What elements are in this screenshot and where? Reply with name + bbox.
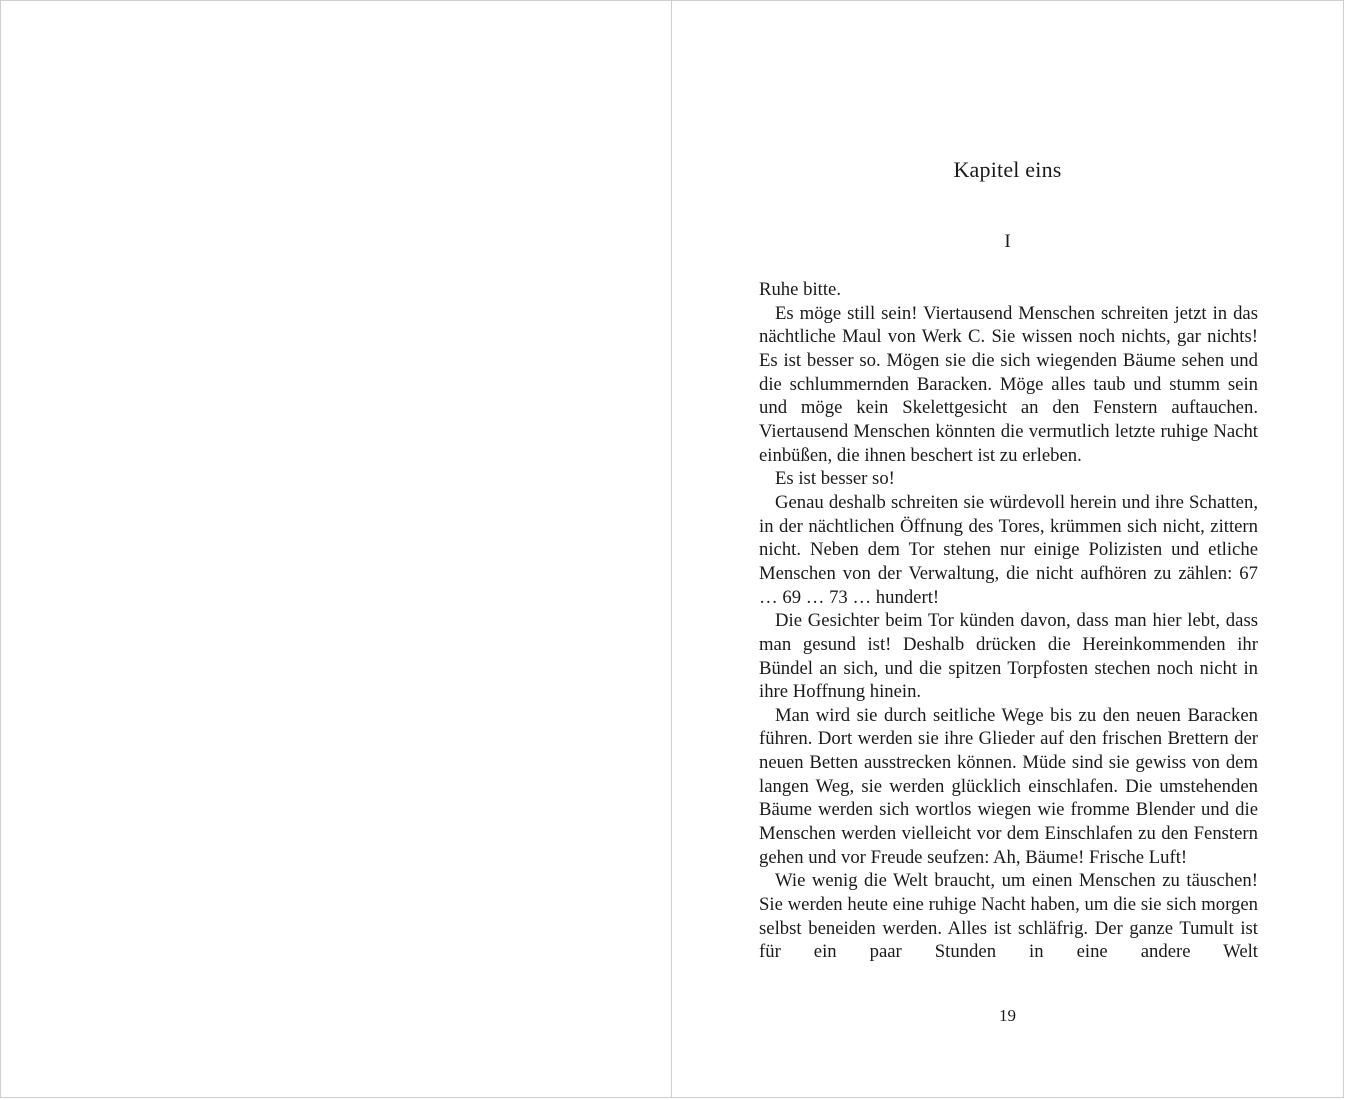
section-numeral: I	[1004, 231, 1011, 252]
paragraph: Es ist besser so!	[775, 468, 895, 490]
chapter-title: Kapitel eins	[953, 157, 1062, 182]
paragraph: Ruhe bitte.	[759, 279, 842, 300]
left-page	[0, 0, 672, 1098]
right-page	[671, 0, 1344, 1098]
page-number: 19	[999, 1006, 1016, 1025]
paragraph: Es möge still sein! Viertausend Menschen schreiten jetzt in das nächtliche Maul von Werk C. Sie wissen noch nichts, gar nichts! Es ist besser so. Mögen sie die sich wiegenden Bäume sehen und die schlummernden Baracken. Möge alles taub und stumm sein und möge kein Skelettgesicht an den Fenstern auftauchen. Viertausend Menschen könnten die vermutlich letzte ruhige Nacht einbüßen, die ihnen beschert ist zu erleben.	[759, 302, 1258, 466]
paragraph: Genau deshalb schreiten sie würdevoll herein und ihre Schatten, in der nächtlichen Öffnung des Tores, krümmen sich nicht, zittern nicht. Neben dem Tor stehen nur einige Polizisten und etliche Menschen von der Verwaltung, die nicht aufhören zu zählen: 67 … 69 … 73 … hundert!	[759, 491, 1258, 608]
paragraph: Die Gesichter beim Tor künden davon, dass man hier lebt, dass man gesund ist! Deshalb drücken die Hereinkommenden ihr Bündel an sich, und die spitzen Torpfosten stechen noch nicht in ihre Hoffnung hinein.	[759, 610, 1258, 703]
paragraph: Wie wenig die Welt braucht, um einen Menschen zu täuschen! Sie werden heute eine ruhige Nacht haben, um die sie sich morgen selbst beneiden werden. Alles ist schläfrig. Der ganze Tumult ist für ein paar Stunden in eine andere Welt	[759, 870, 1258, 963]
body-text	[759, 278, 1258, 964]
paragraph: Man wird sie durch seitliche Wege bis zu den neuen Baracken führen. Dort werden sie ihre Glieder auf den frischen Brettern der neuen Betten ausstrecken können. Müde sind sie gewiss von dem langen Weg, sie werden glücklich einschlafen. Die umstehenden Bäume werden sich wortlos wiegen wie fromme Blender und die Menschen werden vielleicht vor dem Einschlafen zu den Fenstern gehen und vor Freude seufzen: Ah, Bäume! Frische Luft!	[759, 704, 1258, 868]
